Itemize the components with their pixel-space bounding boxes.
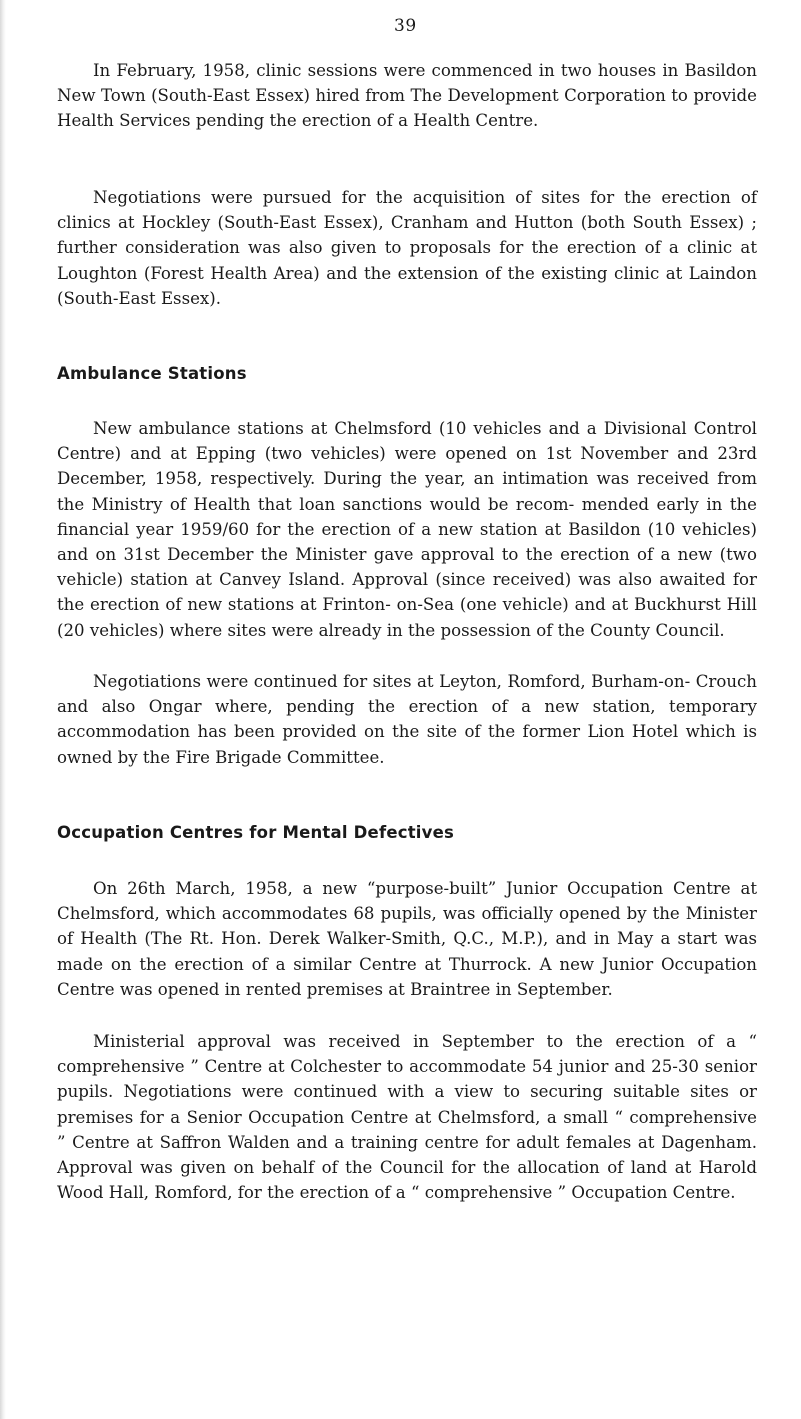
paragraph-ambulance-negotiations: Negotiations were continued for sites at Leyton, Romford, Burham-on- Crouch and also Ongar where, pending the erection of a new station, temporary accommodation has been provided on the site of the former Lion Hotel which is owned by the Fire Brigade Committee. xyxy=(57,672,757,767)
paragraph-ministerial-approval: Ministerial approval was received in September to the erection of a “ comprehensive ” Centre at Colchester to accommodate 54 junior and 25-30 senior pupils. Negotiations were continued with a view to securing suitable sites or premises for a Senior Occupation Centre at Chelmsford, a small “ comprehensive ” Centre at Saffron Walden and a training centre for adult females at Dagenham. Approval was given on behalf of the Council for the allocation of land at Harold Wood Hall, Romford, for the erection of a “ comprehensive ” Occupation Centre. xyxy=(57,1032,757,1203)
page-edge-shadow xyxy=(0,0,6,1419)
paragraph-new-ambulance-stations: New ambulance stations at Chelmsford (10 vehicles and a Divisional Control Centre) and at Epping (two vehicles) were opened on 1st November and 23rd December, 1958, respectively. During the year, an intimation was received from the Ministry of Health that loan sanctions would be recom- mended early in the financial year 1959/60 for the erection of a new station at Basildon (10 vehicles) and on 31st December the Minister gave approval to the erection of a new (two vehicle) station at Canvey Island. Approval (since received) was also awaited for the erection of new stations at Frinton- on-Sea (one vehicle) and at Buckhurst Hill (20 vehicles) where sites were already in the possession of the County Council. xyxy=(57,419,757,640)
heading-occupation-centres: Occupation Centres for Mental Defectives xyxy=(57,823,454,842)
paragraph-basildon-clinic: In February, 1958, clinic sessions were commenced in two houses in Basildon New Town (South-East Essex) hired from The Development Corporation to provide Health Services pending the erection of a Health Centre. xyxy=(57,61,757,131)
heading-ambulance-stations: Ambulance Stations xyxy=(57,364,247,383)
page-number: 39 xyxy=(394,16,417,36)
paragraph-clinic-negotiations: Negotiations were pursued for the acquisition of sites for the erection of clinics at Hockley (South-East Essex), Cranham and Hutton (both South Essex) ; further consideration was also given to proposals for the erection of a clinic at Loughton (Forest Health Area) and the extension of the existing clinic at Laindon (South-East Essex). xyxy=(57,188,757,308)
paragraph-junior-occupation-centre: On 26th March, 1958, a new “purpose-built” Junior Occupation Centre at Chelmsford, which accommodates 68 pupils, was officially opened by the Minister of Health (The Rt. Hon. Derek Walker-Smith, Q.C., M.P.), and in May a start was made on the erection of a similar Centre at Thurrock. A new Junior Occupation Centre was opened in rented premises at Braintree in September. xyxy=(57,879,757,999)
